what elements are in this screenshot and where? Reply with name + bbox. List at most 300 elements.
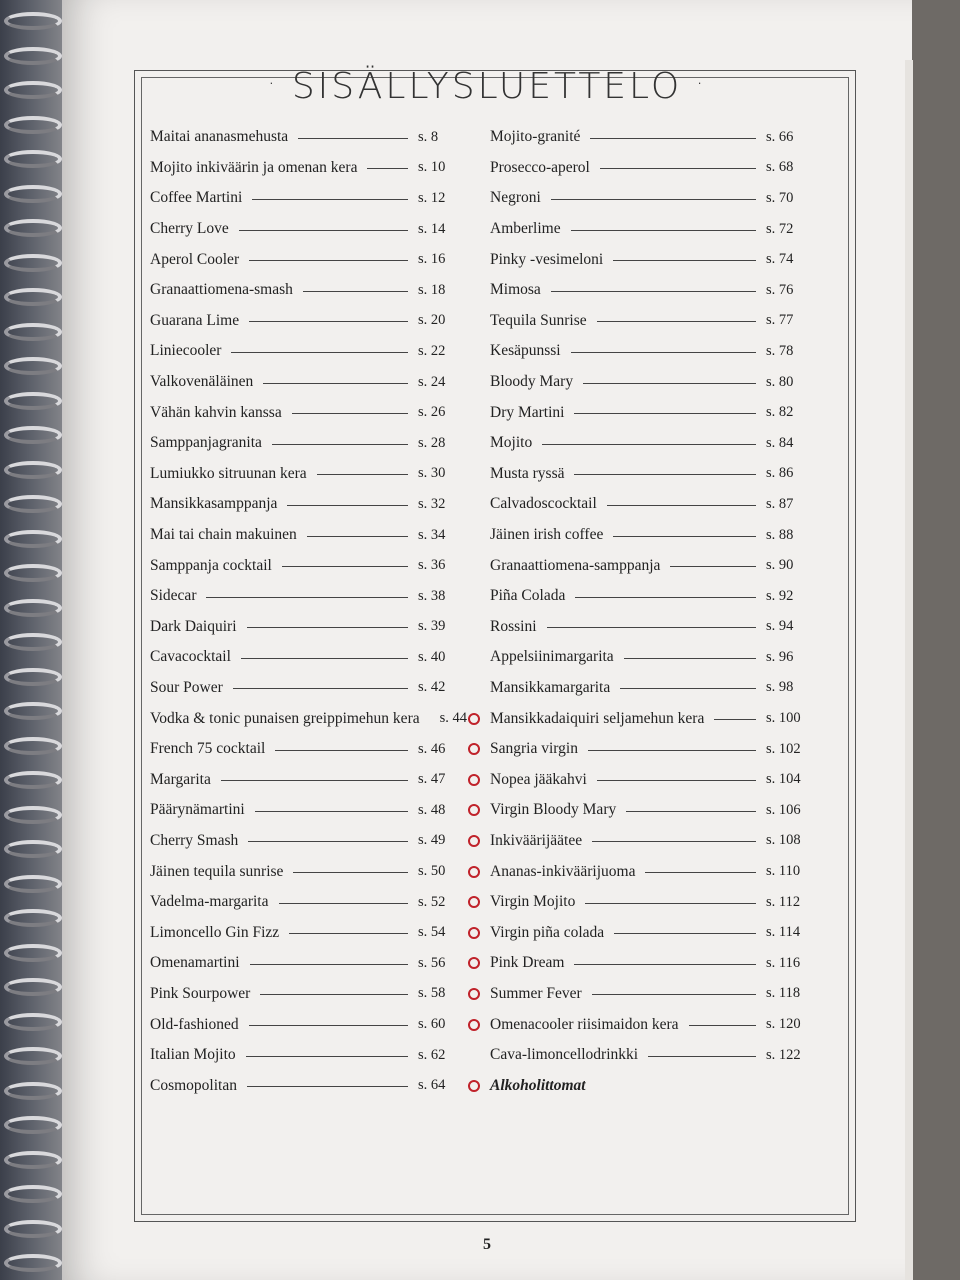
toc-entry-page: s. 82 <box>766 404 794 421</box>
toc-entry-page: s. 44 <box>439 710 468 727</box>
toc-entry-name: Pink Sourpower <box>150 984 251 1002</box>
toc-entry <box>490 826 808 857</box>
page-number: 5 <box>483 1236 491 1253</box>
binding-ring <box>4 185 62 203</box>
toc-entry-name: Mimosa <box>490 281 541 299</box>
toc-entry-name: Guarana Lime <box>150 311 240 329</box>
toc-leader-line <box>624 658 756 659</box>
toc-leader-line <box>614 933 756 934</box>
toc-leader-line <box>289 933 408 934</box>
binding-ring <box>4 392 62 410</box>
toc-entry-page: s. 118 <box>766 985 801 1002</box>
toc-entry <box>490 917 808 948</box>
toc-leader-line <box>600 168 756 169</box>
toc-leader-line <box>317 474 408 475</box>
toc-leader-line <box>221 780 408 781</box>
toc-entry-name: Vähän kahvin kanssa <box>150 403 282 421</box>
toc-entry-page: s. 28 <box>418 434 446 451</box>
toc-entry-name: Dry Martini <box>490 403 565 421</box>
toc-entry-name: Liniecooler <box>150 342 222 360</box>
toc-leader-line <box>571 230 756 231</box>
toc-entry-name: French 75 cocktail <box>150 740 266 758</box>
toc-entry <box>150 673 460 704</box>
binding-ring <box>4 219 62 237</box>
toc-entry-page: s. 80 <box>766 373 794 390</box>
toc-entry <box>150 153 460 184</box>
toc-entry-page: s. 110 <box>766 863 801 880</box>
toc-leader-line <box>583 383 756 384</box>
book-page <box>62 0 912 1280</box>
toc-entry <box>150 979 460 1010</box>
toc-leader-line <box>248 841 408 842</box>
binding-ring <box>4 806 62 824</box>
toc-entry-page: s. 62 <box>418 1046 446 1063</box>
toc-entry-name: Mojito <box>490 434 533 452</box>
toc-entry-page: s. 24 <box>418 373 446 390</box>
non-alcoholic-marker-icon <box>468 988 480 1000</box>
toc-entry-name: Italian Mojito <box>150 1046 236 1064</box>
toc-entry-name: Dark Daiquiri <box>150 617 237 635</box>
toc-entry-page: s. 36 <box>418 557 446 574</box>
binding-ring <box>4 254 62 272</box>
toc-leader-line <box>298 138 408 139</box>
toc-entry <box>490 734 808 765</box>
binding-ring <box>4 495 62 513</box>
binding-ring <box>4 1151 62 1169</box>
toc-entry-page: s. 120 <box>766 1016 801 1033</box>
toc-entry-name: Omenacooler riisimaidon kera <box>490 1015 679 1033</box>
page-title <box>62 66 912 107</box>
toc-entry-page: s. 108 <box>766 832 801 849</box>
toc-entry <box>150 183 460 214</box>
toc-entry <box>150 244 460 275</box>
toc-entry <box>150 856 460 887</box>
binding-ring <box>4 599 62 617</box>
toc-leader-line <box>590 138 756 139</box>
toc-entry <box>150 459 460 490</box>
binding-ring <box>4 12 62 30</box>
toc-entry-page: s. 116 <box>766 954 801 971</box>
toc-entry-page: s. 94 <box>766 618 794 635</box>
toc-entry-page: s. 106 <box>766 801 801 818</box>
toc-entry-name: Negroni <box>490 189 541 207</box>
toc-left-column <box>150 122 468 1101</box>
toc-leader-line <box>648 1056 756 1057</box>
toc-entry <box>490 856 808 887</box>
toc-leader-line <box>574 964 756 965</box>
non-alcoholic-marker-icon <box>468 927 480 939</box>
toc-leader-line <box>670 566 756 567</box>
toc-entry <box>490 153 808 184</box>
non-alcoholic-marker-icon <box>468 835 480 847</box>
toc-entry-page: s. 87 <box>766 495 794 512</box>
toc-entry-page: s. 58 <box>418 985 446 1002</box>
toc-entry-page: s. 8 <box>418 128 439 145</box>
toc-leader-line <box>255 811 408 812</box>
toc-entry-name: Päärynämartini <box>150 801 245 819</box>
toc-entry-page: s. 72 <box>766 220 794 237</box>
toc-entry <box>490 948 808 979</box>
toc-entry-page: s. 122 <box>766 1046 801 1063</box>
toc-leader-line <box>551 291 756 292</box>
toc-entry-page: s. 98 <box>766 679 794 696</box>
toc-entry <box>490 795 808 826</box>
toc-entry-name: Omenamartini <box>150 954 240 972</box>
toc-entry-name: Sour Power <box>150 678 223 696</box>
toc-leader-line <box>620 688 756 689</box>
toc-entry-name: Virgin piña colada <box>490 923 605 941</box>
toc-entry-name: Amberlime <box>490 220 561 238</box>
toc-leader-line <box>282 566 408 567</box>
toc-entry-page: s. 86 <box>766 465 794 482</box>
toc-entry <box>490 1040 808 1071</box>
toc-entry-page: s. 100 <box>766 710 801 727</box>
binding-ring <box>4 1254 62 1272</box>
toc-entry-name: Mansikkadaiquiri seljamehun kera <box>490 709 705 727</box>
toc-entry-page: s. 32 <box>418 495 446 512</box>
toc-entry <box>150 734 460 765</box>
toc-leader-line <box>542 444 756 445</box>
toc-entry-name: Granaattiomena-smash <box>150 281 293 299</box>
toc-entry-page: s. 14 <box>418 220 446 237</box>
toc-entry-page: s. 38 <box>418 587 446 604</box>
toc-entry-page: s. 112 <box>766 893 801 910</box>
toc-entry-page: s. 39 <box>418 618 446 635</box>
toc-entry-page: s. 70 <box>766 189 794 206</box>
toc-entry-page: s. 96 <box>766 648 794 665</box>
toc-leader-line <box>247 627 408 628</box>
toc-entry <box>150 550 460 581</box>
toc-entry-name: Prosecco-aperol <box>490 158 590 176</box>
toc-entry <box>150 336 460 367</box>
toc-entry <box>150 428 460 459</box>
toc-entry-page: s. 46 <box>418 740 446 757</box>
toc-entry-name: Jäinen irish coffee <box>490 526 604 544</box>
toc-entry-page: s. 54 <box>418 924 446 941</box>
non-alcoholic-marker-icon <box>468 713 480 725</box>
toc-leader-line <box>571 352 756 353</box>
toc-entry <box>490 275 808 306</box>
toc-leader-line <box>367 168 408 169</box>
toc-leader-line <box>263 383 408 384</box>
toc-entry <box>150 826 460 857</box>
toc-entry-page: s. 47 <box>418 771 446 788</box>
toc-entry <box>150 367 460 398</box>
binding-ring <box>4 633 62 651</box>
binding-ring <box>4 1082 62 1100</box>
binding-ring <box>4 840 62 858</box>
toc-entry <box>490 336 808 367</box>
toc-entry-name: Coffee Martini <box>150 189 243 207</box>
toc-leader-line <box>597 321 756 322</box>
toc-leader-line <box>597 780 756 781</box>
toc-entry-name: Bloody Mary <box>490 373 574 391</box>
toc-entry <box>150 764 460 795</box>
toc-entry <box>150 1009 460 1040</box>
toc-entry-name: Musta ryssä <box>490 464 565 482</box>
toc-entry-page: s. 60 <box>418 1016 446 1033</box>
toc-leader-line <box>279 903 409 904</box>
toc-entry <box>150 1040 460 1071</box>
toc-entry-name: Limoncello Gin Fizz <box>150 923 280 941</box>
toc-entry-name: Cherry Smash <box>150 831 239 849</box>
non-alcoholic-marker-icon <box>468 1019 480 1031</box>
toc-entry <box>150 397 460 428</box>
toc-entry-page: s. 16 <box>418 251 446 268</box>
toc-leader-line <box>551 199 756 200</box>
binding-ring <box>4 1013 62 1031</box>
toc-leader-line <box>247 1086 408 1087</box>
toc-entry <box>490 306 808 337</box>
toc-entry-name: Mai tai chain makuinen <box>150 526 297 544</box>
toc-entry <box>490 642 808 673</box>
binding-ring <box>4 702 62 720</box>
toc-leader-line <box>275 750 408 751</box>
toc-entry-name: Cosmopolitan <box>150 1076 237 1094</box>
toc-leader-line <box>626 811 756 812</box>
toc-entry-page: s. 74 <box>766 251 794 268</box>
toc-leader-line <box>250 964 408 965</box>
toc-entry-name: Virgin Mojito <box>490 893 576 911</box>
toc-leader-line <box>287 505 408 506</box>
toc-entry-page: s. 34 <box>418 526 446 543</box>
toc-entry <box>490 612 808 643</box>
toc-entry <box>150 703 468 734</box>
toc-entry <box>490 764 808 795</box>
toc-entry-name: Mansikkasamppanja <box>150 495 278 513</box>
toc-entry-name: Summer Fever <box>490 984 582 1002</box>
legend-entry <box>490 1070 808 1101</box>
toc-entry <box>150 612 460 643</box>
toc-entry-page: s. 68 <box>766 159 794 176</box>
non-alcoholic-marker-icon <box>468 1080 480 1092</box>
toc-entry <box>490 887 808 918</box>
toc-leader-line <box>585 903 756 904</box>
binding-ring <box>4 1047 62 1065</box>
toc-entry-page: s. 88 <box>766 526 794 543</box>
toc-leader-line <box>607 505 756 506</box>
toc-entry-name: Vodka & tonic punaisen greippimehun kera <box>150 709 420 727</box>
toc-entry-name: Jäinen tequila sunrise <box>150 862 284 880</box>
toc-entry-page: s. 76 <box>766 281 794 298</box>
toc-entry <box>150 306 460 337</box>
toc-entry <box>490 1009 808 1040</box>
page-edge <box>905 60 913 1280</box>
toc-entry <box>150 214 460 245</box>
toc-entry-page: s. 22 <box>418 342 446 359</box>
toc-entry-name: Granaattiomena-samppanja <box>490 556 661 574</box>
toc-leader-line <box>307 536 408 537</box>
toc-entry-page: s. 12 <box>418 189 446 206</box>
toc-entry-page: s. 64 <box>418 1077 446 1094</box>
toc-entry-page: s. 92 <box>766 587 794 604</box>
binding-ring <box>4 668 62 686</box>
toc-entry <box>150 581 460 612</box>
toc-leader-line <box>547 627 756 628</box>
toc-leader-line <box>249 260 408 261</box>
toc-entry-name: Mansikkamargarita <box>490 678 611 696</box>
toc-entry <box>490 397 808 428</box>
toc-entry-page: s. 84 <box>766 434 794 451</box>
toc-leader-line <box>246 1056 408 1057</box>
toc-entry <box>150 489 460 520</box>
toc-entry <box>150 948 460 979</box>
binding-ring <box>4 875 62 893</box>
toc-entry-name: Sidecar <box>150 587 197 605</box>
toc-entry <box>490 367 808 398</box>
toc-leader-line <box>645 872 756 873</box>
toc-entry-name: Sangria virgin <box>490 740 578 758</box>
binding-ring <box>4 461 62 479</box>
toc-right-column <box>490 122 808 1101</box>
toc-entry-name: Pink Dream <box>490 954 565 972</box>
toc-leader-line <box>239 230 408 231</box>
toc-leader-line <box>292 413 408 414</box>
binding-ring <box>4 288 62 306</box>
toc-leader-line <box>303 291 408 292</box>
toc-leader-line <box>241 658 408 659</box>
binding-ring <box>4 357 62 375</box>
toc-entry-name: Valkovenäläinen <box>150 373 254 391</box>
toc-entry-page: s. 48 <box>418 801 446 818</box>
toc-entry <box>490 459 808 490</box>
binding-ring <box>4 564 62 582</box>
toc-entry-name: Maitai ananasmehusta <box>150 128 289 146</box>
toc-entry <box>490 489 808 520</box>
toc-entry-name: Aperol Cooler <box>150 250 240 268</box>
toc-entry-name: Old-fashioned <box>150 1015 239 1033</box>
toc-entry-name: Mojito inkiväärin ja omenan kera <box>150 158 358 176</box>
toc-entry <box>490 703 808 734</box>
toc-entry-page: s. 78 <box>766 342 794 359</box>
toc-leader-line <box>689 1025 756 1026</box>
binding-ring <box>4 150 62 168</box>
toc-leader-line <box>592 841 756 842</box>
non-alcoholic-marker-icon <box>468 774 480 786</box>
toc-leader-line <box>574 474 756 475</box>
toc-entry-page: s. 52 <box>418 893 446 910</box>
toc-entry-name: Ananas-inkiväärijuoma <box>490 862 636 880</box>
toc-entry <box>490 581 808 612</box>
toc-entry-name: Inkiväärijäätee <box>490 831 583 849</box>
toc-entry <box>490 550 808 581</box>
toc-leader-line <box>592 994 756 995</box>
toc-entry-name: Cava-limoncellodrinkki <box>490 1046 639 1064</box>
toc-entry-name: Cherry Love <box>150 220 229 238</box>
toc-entry-page: s. 90 <box>766 557 794 574</box>
binding-ring <box>4 909 62 927</box>
toc-leader-line <box>714 719 756 720</box>
title-dot-right: · <box>696 71 707 97</box>
title-text: SISÄLLYSLUETTELO <box>291 66 683 107</box>
toc-entry-name: Mojito-granité <box>490 128 581 146</box>
toc-leader-line <box>272 444 408 445</box>
toc-entry-page: s. 26 <box>418 404 446 421</box>
binding-ring <box>4 426 62 444</box>
toc-leader-line <box>588 750 756 751</box>
toc-entry-page: s. 20 <box>418 312 446 329</box>
toc-entry-name: Pinky -vesimeloni <box>490 250 604 268</box>
toc-entry-name: Kesäpunssi <box>490 342 561 360</box>
toc-entry <box>150 887 460 918</box>
toc-leader-line <box>260 994 408 995</box>
toc-entry-name: Margarita <box>150 770 211 788</box>
toc-leader-line <box>206 597 408 598</box>
toc-entry <box>150 917 460 948</box>
toc-leader-line <box>252 199 408 200</box>
binding-ring <box>4 1185 62 1203</box>
toc-entry-page: s. 77 <box>766 312 794 329</box>
toc-entry-name: Calvadoscocktail <box>490 495 597 513</box>
toc-entry-name: Rossini <box>490 617 537 635</box>
toc-leader-line <box>575 597 756 598</box>
toc-entry <box>490 520 808 551</box>
binding-ring <box>4 1116 62 1134</box>
toc-entry <box>490 673 808 704</box>
toc-entry <box>150 275 460 306</box>
toc-entry-page: s. 18 <box>418 281 446 298</box>
binding-ring <box>4 47 62 65</box>
toc-entry-page: s. 56 <box>418 954 446 971</box>
toc-entry-page: s. 30 <box>418 465 446 482</box>
binding-ring <box>4 737 62 755</box>
toc-entry-page: s. 50 <box>418 863 446 880</box>
toc-leader-line <box>613 536 756 537</box>
toc-entry-name: Tequila Sunrise <box>490 311 587 329</box>
toc-leader-line <box>249 321 408 322</box>
toc-entry-name: Lumiukko sitruunan kera <box>150 464 307 482</box>
legend-label: Alkoholittomat <box>490 1076 586 1094</box>
toc-entry <box>150 642 460 673</box>
toc-entry <box>490 979 808 1010</box>
toc-entry <box>150 1070 460 1101</box>
binding-ring <box>4 771 62 789</box>
toc-entry-name: Piña Colada <box>490 587 566 605</box>
toc-entry-page: s. 40 <box>418 648 446 665</box>
toc-leader-line <box>613 260 756 261</box>
binding-ring <box>4 116 62 134</box>
toc-entry-page: s. 10 <box>418 159 446 176</box>
toc-entry-name: Appelsiinimargarita <box>490 648 614 666</box>
toc-leader-line <box>231 352 408 353</box>
toc-entry-name: Virgin Bloody Mary <box>490 801 617 819</box>
title-dot-left: · <box>267 71 278 97</box>
toc-leader-line <box>293 872 408 873</box>
toc-entry-name: Samppanja cocktail <box>150 556 272 574</box>
binding-ring <box>4 530 62 548</box>
toc-leader-line <box>249 1025 408 1026</box>
binding-ring <box>4 944 62 962</box>
non-alcoholic-marker-icon <box>468 866 480 878</box>
binding-ring <box>4 1220 62 1238</box>
toc-entry <box>150 520 460 551</box>
toc-entry-name: Nopea jääkahvi <box>490 770 587 788</box>
binding-ring <box>4 81 62 99</box>
toc-entry-page: s. 102 <box>766 740 801 757</box>
toc-leader-line <box>574 413 756 414</box>
binding-ring <box>4 323 62 341</box>
binding-ring <box>4 978 62 996</box>
toc-entry <box>150 795 460 826</box>
toc-entry-page: s. 49 <box>418 832 446 849</box>
toc-entry <box>490 428 808 459</box>
toc-entry <box>490 183 808 214</box>
toc-entry-name: Cavacocktail <box>150 648 231 666</box>
toc-entry-page: s. 66 <box>766 128 794 145</box>
toc-entry-name: Samppanjagranita <box>150 434 262 452</box>
toc-entry-page: s. 104 <box>766 771 801 788</box>
toc-entry <box>490 244 808 275</box>
